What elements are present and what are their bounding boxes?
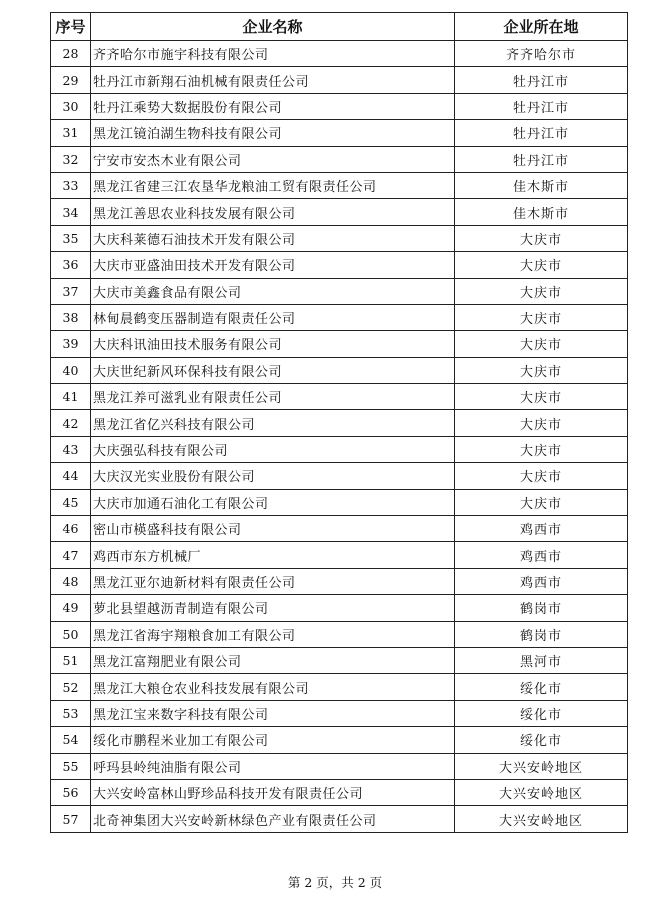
- table-body: [51, 41, 628, 833]
- row-index: 52: [51, 674, 91, 700]
- table-row: [51, 806, 628, 832]
- table-row: [51, 41, 628, 67]
- company-name: 大庆强弘科技有限公司: [91, 436, 455, 462]
- company-location: 鸡西市: [455, 568, 628, 594]
- row-index: 43: [51, 436, 91, 462]
- company-location: 绥化市: [455, 700, 628, 726]
- row-index: 51: [51, 647, 91, 673]
- company-name: 黑龙江省海宇翔粮食加工有限公司: [91, 621, 455, 647]
- table-row: [51, 779, 628, 805]
- company-name: 萝北县望越沥青制造有限公司: [91, 595, 455, 621]
- row-index: 46: [51, 516, 91, 542]
- company-name: 牡丹江市新翔石油机械有限责任公司: [91, 67, 455, 93]
- document-body: [50, 12, 628, 833]
- table-row: [51, 225, 628, 251]
- table-row: [51, 120, 628, 146]
- row-index: 56: [51, 779, 91, 805]
- company-location: 齐齐哈尔市: [455, 41, 628, 67]
- company-location: 佳木斯市: [455, 172, 628, 198]
- header-location: 企业所在地: [455, 13, 628, 41]
- row-index: 35: [51, 225, 91, 251]
- company-location: 大庆市: [455, 463, 628, 489]
- company-name: 大兴安岭富林山野珍品科技开发有限责任公司: [91, 779, 455, 805]
- company-name: 大庆科讯油田技术服务有限公司: [91, 331, 455, 357]
- row-index: 47: [51, 542, 91, 568]
- company-name: 黑龙江省亿兴科技有限公司: [91, 410, 455, 436]
- company-name: 宁安市安杰木业有限公司: [91, 146, 455, 172]
- company-name: 黑龙江宝来数字科技有限公司: [91, 700, 455, 726]
- row-index: 36: [51, 252, 91, 278]
- row-index: 33: [51, 172, 91, 198]
- company-name: 黑龙江善思农业科技发展有限公司: [91, 199, 455, 225]
- company-location: 牡丹江市: [455, 67, 628, 93]
- row-index: 32: [51, 146, 91, 172]
- company-name: 黑龙江省建三江农垦华龙粮油工贸有限责任公司: [91, 172, 455, 198]
- company-name: 牡丹江乘势大数据股份有限公司: [91, 93, 455, 119]
- row-index: 44: [51, 463, 91, 489]
- row-index: 38: [51, 304, 91, 330]
- row-index: 42: [51, 410, 91, 436]
- company-location: 大兴安岭地区: [455, 753, 628, 779]
- header-index: 序号: [51, 13, 91, 41]
- company-location: 大兴安岭地区: [455, 779, 628, 805]
- company-location: 牡丹江市: [455, 146, 628, 172]
- table-row: [51, 331, 628, 357]
- row-index: 31: [51, 120, 91, 146]
- company-location: 绥化市: [455, 674, 628, 700]
- table-row: [51, 384, 628, 410]
- table-row: [51, 568, 628, 594]
- row-index: 34: [51, 199, 91, 225]
- page-footer: 第 2 页，共 2 页: [287, 875, 383, 890]
- company-location: 鹤岗市: [455, 621, 628, 647]
- row-index: 54: [51, 727, 91, 753]
- table-row: [51, 199, 628, 225]
- row-index: 30: [51, 93, 91, 119]
- company-location: 鸡西市: [455, 516, 628, 542]
- table-row: [51, 93, 628, 119]
- company-name: 呼玛县岭纯油脂有限公司: [91, 753, 455, 779]
- company-name: 大庆市美鑫食品有限公司: [91, 278, 455, 304]
- table-row: [51, 753, 628, 779]
- company-location: 大庆市: [455, 410, 628, 436]
- table-row: [51, 516, 628, 542]
- company-name: 林甸晨鹤变压器制造有限责任公司: [91, 304, 455, 330]
- company-location: 鹤岗市: [455, 595, 628, 621]
- row-index: 48: [51, 568, 91, 594]
- company-name: 黑龙江镜泊湖生物科技有限公司: [91, 120, 455, 146]
- row-index: 37: [51, 278, 91, 304]
- table-row: [51, 595, 628, 621]
- company-location: 大庆市: [455, 384, 628, 410]
- table-row: [51, 278, 628, 304]
- table-header-row: [51, 13, 628, 41]
- row-index: 41: [51, 384, 91, 410]
- table-row: [51, 357, 628, 383]
- table-row: [51, 252, 628, 278]
- table-row: [51, 146, 628, 172]
- table-row: [51, 700, 628, 726]
- company-name: 大庆市亚盛油田技术开发有限公司: [91, 252, 455, 278]
- table-row: [51, 304, 628, 330]
- company-name: 北奇神集团大兴安岭新林绿色产业有限责任公司: [91, 806, 455, 832]
- company-name: 大庆汉光实业股份有限公司: [91, 463, 455, 489]
- company-name: 绥化市鹏程米业加工有限公司: [91, 727, 455, 753]
- company-location: 大庆市: [455, 278, 628, 304]
- table-row: [51, 621, 628, 647]
- company-name: 黑龙江富翔肥业有限公司: [91, 647, 455, 673]
- table-row: [51, 67, 628, 93]
- company-location: 牡丹江市: [455, 120, 628, 146]
- company-location: 大庆市: [455, 252, 628, 278]
- company-name: 大庆科莱德石油技术开发有限公司: [91, 225, 455, 251]
- company-location: 大庆市: [455, 489, 628, 515]
- header-company-name: 企业名称: [91, 13, 455, 41]
- row-index: 53: [51, 700, 91, 726]
- company-location: 大庆市: [455, 436, 628, 462]
- company-name: 鸡西市东方机械厂: [91, 542, 455, 568]
- table-row: [51, 463, 628, 489]
- company-location: 鸡西市: [455, 542, 628, 568]
- table-row: [51, 410, 628, 436]
- company-location: 佳木斯市: [455, 199, 628, 225]
- row-index: 55: [51, 753, 91, 779]
- company-name: 齐齐哈尔市施宇科技有限公司: [91, 41, 455, 67]
- company-name: 密山市楧盛科技有限公司: [91, 516, 455, 542]
- enterprise-table: [50, 12, 628, 833]
- table-row: [51, 674, 628, 700]
- row-index: 28: [51, 41, 91, 67]
- company-location: 大庆市: [455, 357, 628, 383]
- company-location: 黑河市: [455, 647, 628, 673]
- company-location: 绥化市: [455, 727, 628, 753]
- row-index: 57: [51, 806, 91, 832]
- company-name: 大庆世纪新风环保科技有限公司: [91, 357, 455, 383]
- table-row: [51, 436, 628, 462]
- table-row: [51, 542, 628, 568]
- row-index: 45: [51, 489, 91, 515]
- company-location: 大庆市: [455, 225, 628, 251]
- row-index: 40: [51, 357, 91, 383]
- company-location: 牡丹江市: [455, 93, 628, 119]
- table-row: [51, 647, 628, 673]
- row-index: 49: [51, 595, 91, 621]
- table-row: [51, 727, 628, 753]
- company-name: 大庆市加通石油化工有限公司: [91, 489, 455, 515]
- table-row: [51, 489, 628, 515]
- company-location: 大庆市: [455, 331, 628, 357]
- company-name: 黑龙江养可滋乳业有限责任公司: [91, 384, 455, 410]
- row-index: 50: [51, 621, 91, 647]
- row-index: 39: [51, 331, 91, 357]
- company-location: 大兴安岭地区: [455, 806, 628, 832]
- company-location: 大庆市: [455, 304, 628, 330]
- table-row: [51, 172, 628, 198]
- row-index: 29: [51, 67, 91, 93]
- company-name: 黑龙江亚尔迪新材料有限责任公司: [91, 568, 455, 594]
- company-name: 黑龙江大粮仓农业科技发展有限公司: [91, 674, 455, 700]
